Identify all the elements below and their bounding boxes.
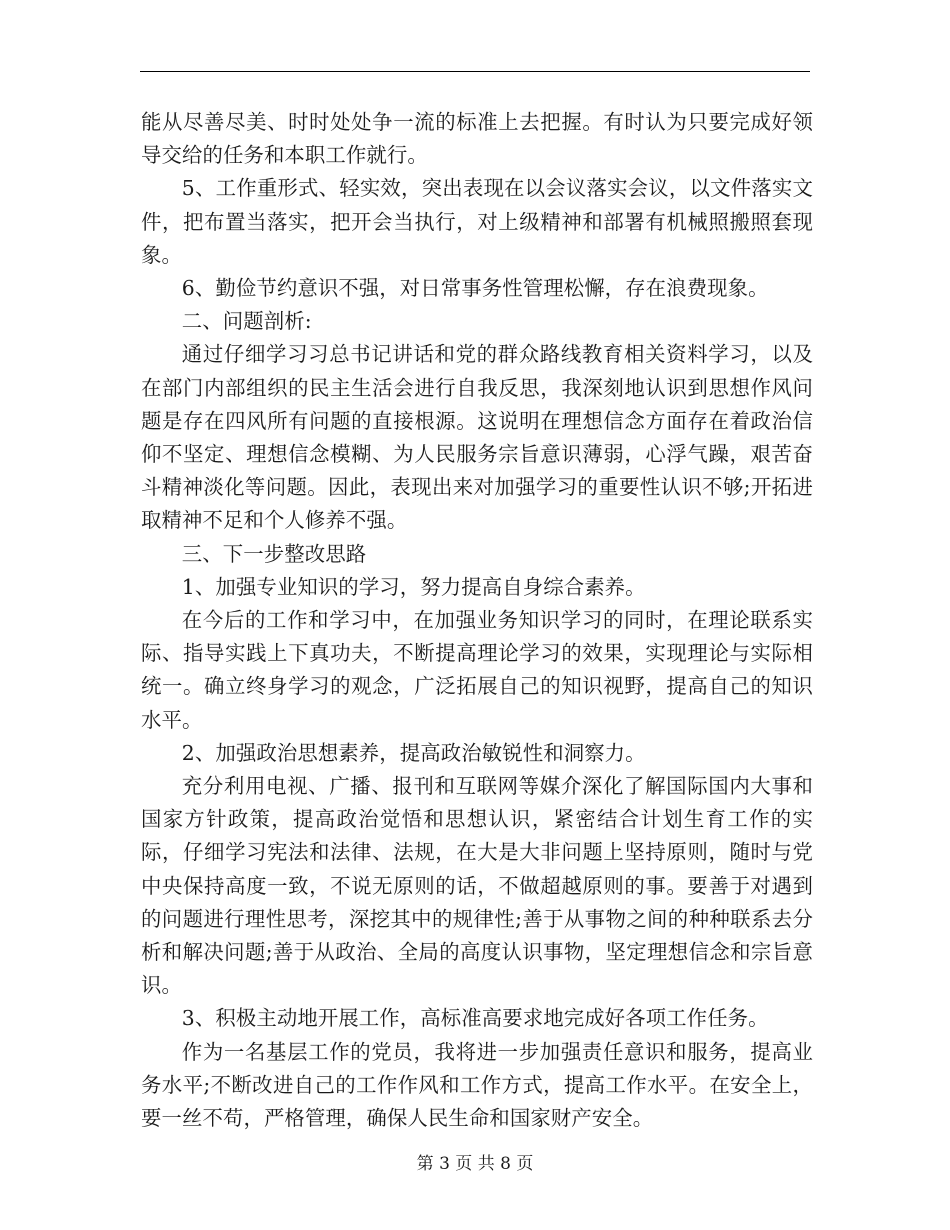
- header-rule: [140, 71, 810, 72]
- paragraph: 作为一名基层工作的党员，我将进一步加强责任意识和服务，提高业务水平;不断改进自己的工作作风和工作方式，提高工作水平。在安全上，要一丝不苟，严格管理，确保人民生命和国家财产安全。: [141, 1039, 813, 1131]
- document-body: [141, 106, 813, 1135]
- subsection-heading: 1、加强专业知识的学习，努力提高自身综合素养。: [181, 574, 646, 599]
- subsection-heading: 3、积极主动地开展工作，高标准高要求地完成好各项工作任务。: [181, 1006, 769, 1031]
- subsection-heading: 2、加强政治思想素养，提高政治敏锐性和洞察力。: [181, 740, 646, 765]
- paragraph: 6、勤俭节约意识不强，对日常事务性管理松懈，存在浪费现象。: [181, 276, 769, 301]
- paragraph: 能从尽善尽美、时时处处争一流的标准上去把握。有时认为只要完成好领导交给的任务和本职工作就行。: [141, 110, 813, 168]
- page-number-label: 第 3 页 共 8 页: [416, 1154, 534, 1174]
- paragraph: 5、工作重形式、轻实效，突出表现在以会议落实会议，以文件落实文件，把布置当落实，把开会当执行，对上级精神和部署有机械照搬照套现象。: [141, 176, 813, 267]
- section-heading: 三、下一步整改思路: [181, 541, 367, 566]
- section-heading: 二、问题剖析:: [181, 309, 312, 334]
- paragraph: 通过仔细学习习总书记讲话和党的群众路线教育相关资料学习，以及在部门内部组织的民主生活会进行自我反思，我深刻地认识到思想作风问题是存在四风所有问题的直接根源。这说明在理想信念方面存在着政治信仰不坚定、理想信念模糊、为人民服务宗旨意识薄弱，心浮气躁，艰苦奋斗精神淡化等问题。因此，表现出来对加强学习的重要性认识不够;开拓进取精神不足和个人修养不强。: [141, 342, 813, 533]
- page-footer: [0, 1152, 950, 1176]
- paragraph: 充分利用电视、广播、报刊和互联网等媒介深化了解国际国内大事和国家方针政策，提高政治觉悟和思想认识，紧密结合计划生育工作的实际，仔细学习宪法和法律、法规，在大是大非问题上坚持原则，随时与党中央保持高度一致，不说无原则的话，不做超越原则的事。要善于对遇到的问题进行理性思考，深挖其中的规律性;善于从事物之间的种种联系去分析和解决问题;善于从政治、全局的高度认识事物，坚定理想信念和宗旨意识。: [141, 774, 813, 998]
- paragraph: 在今后的工作和学习中，在加强业务知识学习的同时，在理论联系实际、指导实践上下真功夫，不断提高理论学习的效果，实现理论与实际相统一。确立终身学习的观念，广泛拓展自己的知识视野，提高自己的知识水平。: [141, 608, 813, 732]
